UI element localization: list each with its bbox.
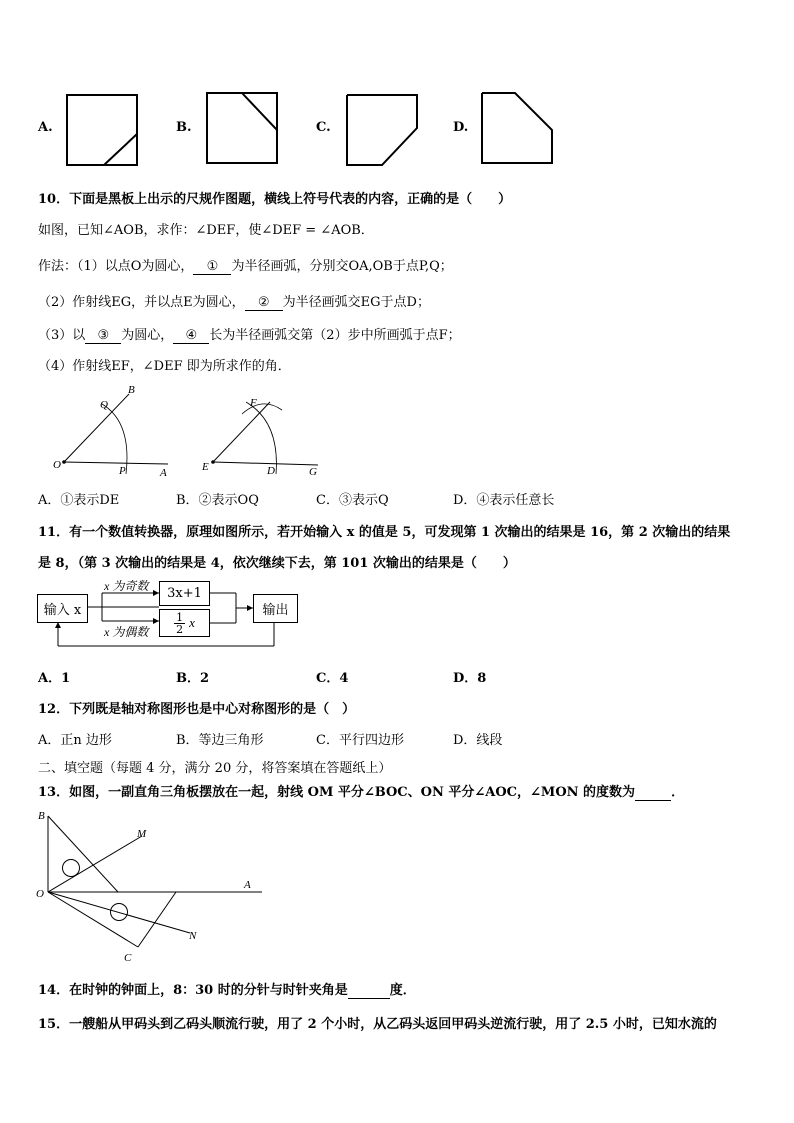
fig1-label-P: P [119, 465, 126, 477]
q10-step1-text: 作法：（1）以点O为圆心， [38, 259, 194, 274]
q13-figure [30, 806, 270, 970]
q9-option-d-letter: D. [453, 120, 469, 135]
q10-blank-1: ① [193, 259, 231, 275]
q10-step2-rest: 为半径画弧交EG于点D； [282, 295, 430, 310]
q13-label-N: N [189, 930, 197, 942]
input-box: 输入 x [37, 594, 88, 623]
q9-option-a-letter: A. [38, 120, 53, 135]
even-label: x 为偶数 [104, 625, 149, 639]
q10-step4: （4）作射线EF，∠DEF 即为所求作的角． [38, 359, 291, 374]
q11-line-1: 11．有一个数值转换器，原理如图所示，若开始输入 x 的值是 5，可发现第 1 次输出的结果是 16，第 2 次输出的结果 [38, 525, 731, 540]
q12-option-a: A．正n 边形 [38, 733, 112, 748]
q9-option-c-letter: C. [316, 120, 331, 135]
q12-option-c: C．平行四边形 [316, 733, 404, 748]
fraction-variable: x [189, 615, 195, 630]
q12-option-d: D．线段 [453, 733, 503, 748]
q10-option-a: A．①表示DE [38, 493, 120, 508]
q13-answer-blank [635, 785, 671, 801]
q15-stem: 15．一艘船从甲码头到乙码头顺流行驶，用了 2 个小时，从乙码头返回甲码头逆流行驶，用了 2.5 小时，已知水流的 [38, 1017, 717, 1032]
q11-option-c: C．4 [316, 671, 349, 686]
fraction-denominator: 2 [176, 622, 184, 636]
q13-stem [38, 781, 684, 801]
q14-stem [38, 979, 416, 999]
q13-label-A: A [244, 879, 251, 891]
fig1-label-Q: Q [100, 399, 108, 411]
odd-operation-box: 3x+1 [159, 581, 210, 606]
q10-blank-4: ④ [173, 328, 209, 344]
q14-answer-blank [348, 983, 390, 999]
q10-step3-rest: 长为半径画弧交第（2）步中所画弧于点F； [209, 328, 461, 343]
q10-step1-rest: 为半径画弧，分别交OA,OB于点P,Q； [231, 259, 453, 274]
q11-option-d: D．8 [453, 671, 487, 686]
q12-stem: 12．下列既是轴对称图形也是中心对称图形的是（ ） [38, 702, 356, 717]
q10-step3-text: （3）以 [38, 328, 86, 343]
q14-stem-end: 度． [389, 983, 416, 998]
q10-blank-3: ③ [85, 328, 121, 344]
q10-option-d: D．④表示任意长 [453, 493, 555, 508]
q14-stem-text: 14．在时钟的钟面上，8：30 时的分针与时针夹角是 [38, 983, 348, 998]
q10-given: 如图，已知∠AOB，求作：∠DEF，使∠DEF = ∠AOB． [38, 223, 374, 238]
q13-label-M: M [137, 828, 147, 840]
fig2-label-E: E [202, 461, 209, 473]
fig2-label-D: D [267, 465, 275, 477]
q13-stem-end: ． [671, 785, 685, 800]
q10-blank-2: ② [245, 295, 283, 311]
q9-option-b-letter: B. [176, 120, 192, 135]
fig1-label-O: O [53, 459, 61, 471]
q12-option-b: B．等边三角形 [176, 733, 264, 748]
section-heading: 二、填空题（每题 4 分，满分 20 分，将答案填在答题纸上） [38, 761, 392, 776]
q10-option-b: B．②表示OQ [176, 493, 259, 508]
q10-stem: 10．下面是黑板上出示的尺规作图题，横线上符号代表的内容，正确的是（ ） [38, 192, 512, 207]
fig1-label-B: B [128, 384, 135, 396]
output-box: 输出 [253, 594, 298, 623]
q10-step3-mid: 为圆心， [121, 328, 174, 343]
q10-step2-text: （2）作射线EG，并以点E为圆心， [38, 295, 245, 310]
odd-label: x 为奇数 [104, 579, 149, 593]
fraction-numerator: 1 [176, 610, 184, 624]
fig2-label-G: G [309, 466, 317, 478]
q11-option-a: A．1 [38, 671, 71, 686]
q10-option-c: C．③表示Q [316, 493, 389, 508]
half-fraction [174, 612, 185, 635]
fig1-label-A: A [160, 467, 167, 479]
q13-stem-text: 13．如图，一副直角三角板摆放在一起，射线 OM 平分∠BOC、ON 平分∠AOC，∠MON 的度数为 [38, 785, 636, 800]
q11-line-2: 是 8，（第 3 次输出的结果是 4，依次继续下去，第 101 次输出的结果是（ ） [38, 556, 516, 571]
q11-option-b: B．2 [176, 671, 210, 686]
q13-label-C: C [124, 952, 132, 964]
fig2-label-F: F [250, 397, 257, 409]
q13-label-O: O [36, 888, 44, 900]
even-operation-box [159, 609, 210, 637]
q13-label-B: B [38, 810, 45, 822]
